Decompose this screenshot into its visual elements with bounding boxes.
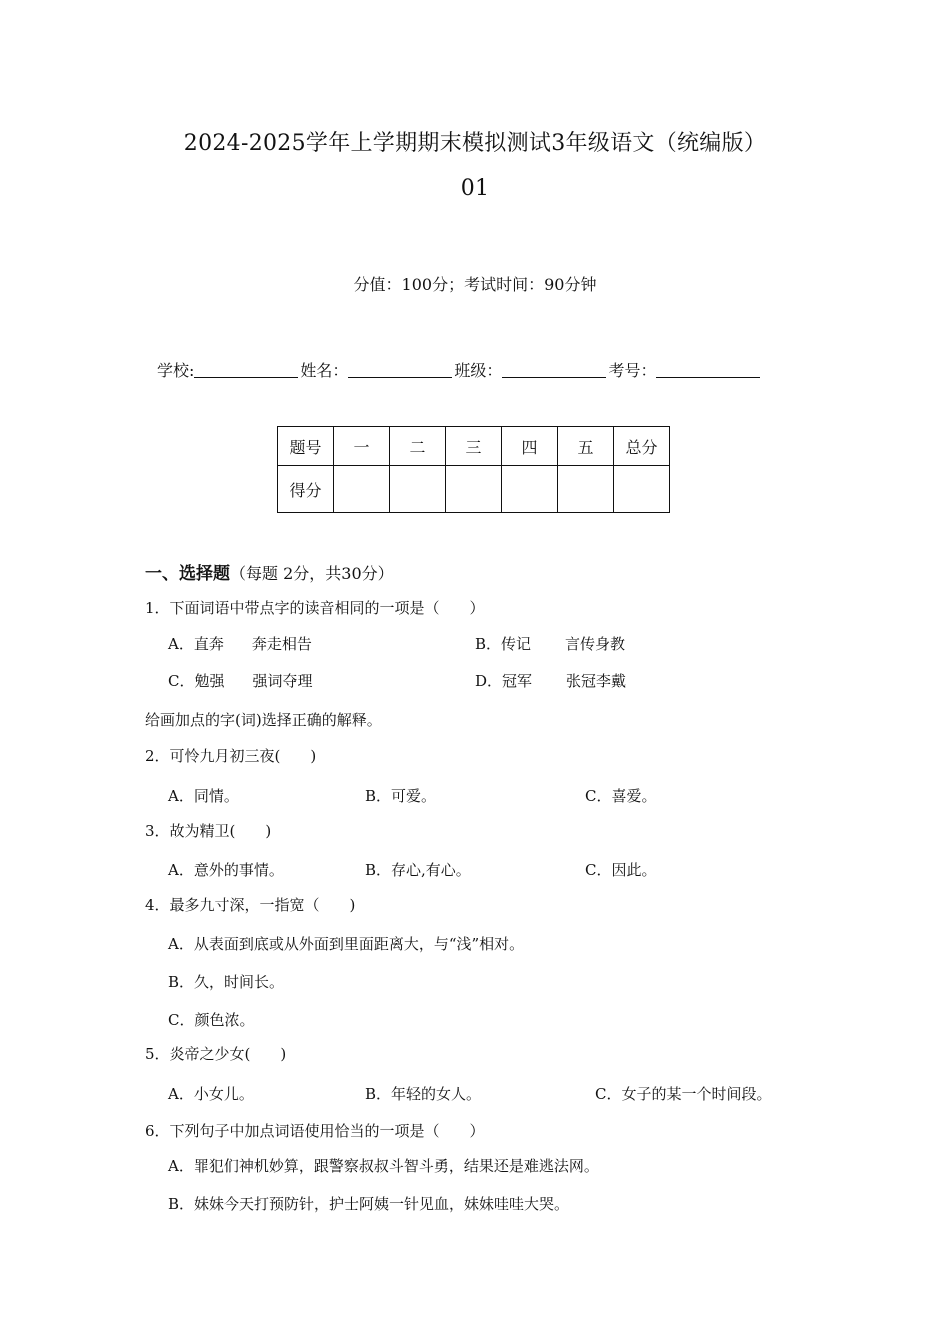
- score-table: [277, 426, 670, 513]
- option-word: 传记: [501, 635, 532, 653]
- score-header-cell: 四: [502, 427, 558, 466]
- q3-option-c[interactable]: C．因此。: [585, 861, 657, 879]
- section-title: 一、选择题: [145, 564, 230, 584]
- section-note: （每题 2分，共30分）: [230, 564, 394, 583]
- q2-option-b[interactable]: B．可爱。: [365, 787, 437, 805]
- score-row-label: 得分: [278, 466, 334, 513]
- name-label: 姓名：: [300, 361, 349, 380]
- section-heading: [145, 559, 394, 584]
- school-blank[interactable]: [194, 361, 298, 378]
- question-2-stem: 2．可怜九月初三夜( ): [145, 747, 317, 765]
- option-label: B．: [475, 635, 502, 653]
- score-header-cell: 二: [390, 427, 446, 466]
- exam-meta: 分值：100分；考试时间：90分钟: [353, 275, 597, 294]
- option-label: C．: [168, 672, 195, 690]
- score-table-score-row: [278, 466, 670, 513]
- question-6-stem: 6．下列句子中加点词语使用恰当的一项是（ ）: [145, 1122, 485, 1140]
- option-word: 直奔: [193, 635, 224, 653]
- score-header-cell: 三: [446, 427, 502, 466]
- class-blank[interactable]: [502, 361, 606, 378]
- school-label: 学校:: [157, 361, 195, 380]
- q3-option-b[interactable]: B．存心,有心。: [365, 861, 471, 879]
- option-word: 勉强: [194, 672, 225, 690]
- name-blank[interactable]: [348, 361, 452, 378]
- score-cell[interactable]: [446, 466, 502, 513]
- q3-option-a[interactable]: A．意外的事情。: [168, 861, 284, 879]
- q4-option-c[interactable]: C．颜色浓。: [168, 1011, 255, 1029]
- score-header-cell: 总分: [614, 427, 670, 466]
- option-word: 强词夺理: [252, 672, 313, 690]
- q1-option-b[interactable]: [475, 633, 625, 654]
- option-word: 言传身教: [565, 635, 626, 653]
- q1-option-a[interactable]: [168, 633, 312, 654]
- score-cell[interactable]: [558, 466, 614, 513]
- score-cell[interactable]: [502, 466, 558, 513]
- q2-option-a[interactable]: A．同情。: [168, 787, 239, 805]
- score-cell[interactable]: [390, 466, 446, 513]
- document-title-line2: 01: [460, 176, 490, 201]
- q4-option-b[interactable]: B．久，时间长。: [168, 973, 285, 991]
- q2-option-c[interactable]: C．喜爱。: [585, 787, 657, 805]
- exam-number-blank[interactable]: [656, 361, 760, 378]
- q1-option-d[interactable]: [475, 670, 626, 691]
- student-info-fields: [157, 358, 762, 381]
- score-cell[interactable]: [614, 466, 670, 513]
- option-word: 冠军: [502, 672, 533, 690]
- question-5-stem: 5．炎帝之少女( ): [145, 1045, 287, 1063]
- q6-option-b[interactable]: B．妹妹今天打预防针，护士阿姨一针见血，妹妹哇哇大哭。: [168, 1195, 570, 1213]
- option-word: 奔走相告: [251, 635, 312, 653]
- q4-option-a[interactable]: A．从表面到底或从外面到里面距离大，与“浅”相对。: [168, 935, 525, 953]
- question-3-stem: 3．故为精卫( ): [145, 822, 272, 840]
- option-label: A．: [168, 635, 194, 653]
- q1-option-c[interactable]: [168, 670, 313, 691]
- option-label: D．: [475, 672, 503, 690]
- option-word: 张冠李戴: [566, 672, 627, 690]
- q5-option-a[interactable]: A．小女儿。: [168, 1085, 254, 1103]
- question-4-stem: 4．最多九寸深，一指宽（ ): [145, 896, 356, 914]
- score-cell[interactable]: [334, 466, 390, 513]
- exam-number-label: 考号：: [608, 361, 657, 380]
- instruction-text: 给画加点的字(词)选择正确的解释。: [145, 711, 382, 729]
- document-title: 2024-2025学年上学期期末模拟测试3年级语文（统编版）: [183, 131, 767, 156]
- question-1-stem: 1．下面词语中带点字的读音相同的一项是（ ）: [145, 599, 485, 617]
- class-label: 班级：: [454, 361, 503, 380]
- score-table-header-row: [278, 427, 670, 466]
- score-header-cell: 一: [334, 427, 390, 466]
- score-header-cell: 题号: [278, 427, 334, 466]
- q6-option-a[interactable]: A．罪犯们神机妙算，跟警察叔叔斗智斗勇，结果还是难逃法网。: [168, 1157, 599, 1175]
- q5-option-b[interactable]: B．年轻的女人。: [365, 1085, 482, 1103]
- score-header-cell: 五: [558, 427, 614, 466]
- q5-option-c[interactable]: C．女子的某一个时间段。: [595, 1085, 772, 1103]
